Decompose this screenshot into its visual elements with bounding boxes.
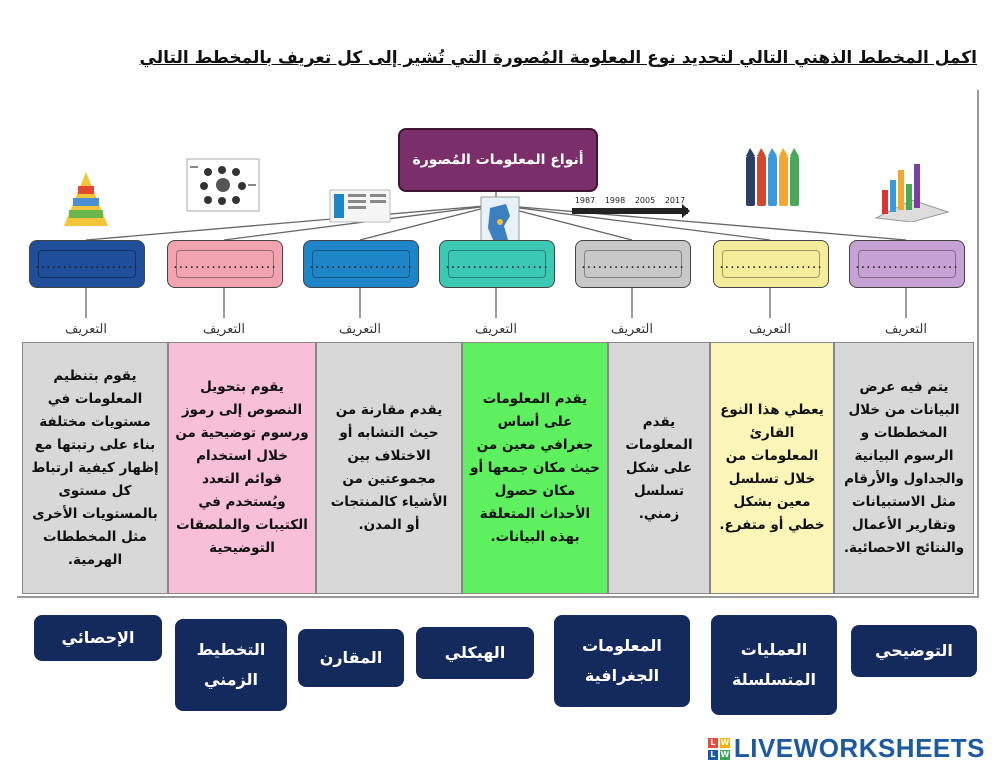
pyramid-icon [60,168,112,230]
answer-slot-timeline[interactable] [575,240,691,288]
answer-button-geographic[interactable]: المعلومات الجغرافية [554,615,690,707]
slot-placeholder: ................... [584,250,682,278]
answer-button-hierarchical[interactable]: الهيكلي [416,627,534,679]
definition-text-hierarchical: يقوم بتنظيم المعلومات في مستويات مختلفة بناء على رتبتها مع إظهار كيفية ارتباط كل مستوى بالمستويات الأخرى مثل المخططات الهرمية. [22,342,168,594]
timeline-year-2: 1998 [604,196,626,205]
definition-text-process: يعطي هذا النوع القارئ المعلومات من خلال تسلسل معين بشكل خطي أو متفرع. [710,342,834,594]
definition-label: التعريف [610,322,653,337]
answer-slot-statistical[interactable] [849,240,965,288]
process-bars-icon [744,146,800,210]
answer-button-process[interactable]: العمليات المتسلسلة [711,615,837,715]
logo-squares: L W L W [708,738,730,760]
answer-button-illustrative[interactable]: التوضيحي [851,625,977,677]
answer-slot-hierarchical[interactable] [29,240,145,288]
definition-label: التعريف [64,322,107,337]
infographic-icon [186,158,260,212]
slot-placeholder: ................... [176,250,274,278]
definition-label: التعريف [474,322,517,337]
timeline-year-4: 2017 [664,196,686,205]
definition-text-statistical: يتم فيه عرض البيانات من خلال المخططات و الرسوم البيانية والجداول والأرقام مثل الاستبيانات وتقارير الأعمال والنتائج الاحصائية. [834,342,974,594]
definition-text-comparison: يقدم مقارنة من حيث التشابه أو الاختلاف بين مجموعتين من الأشياء كالمنتجات أو المدن. [316,342,462,594]
slot-placeholder: ................... [858,250,956,278]
timeline-year-1: 1987 [574,196,596,205]
slot-placeholder: ................... [312,250,410,278]
slot-placeholder: ................... [38,250,136,278]
answer-slot-geographic[interactable] [439,240,555,288]
comparison-icon [328,188,392,224]
bar-chart-icon [872,160,950,222]
answer-button-statistical[interactable]: الإحصائي [34,615,162,661]
timeline-icon [570,196,690,218]
definition-label: التعريف [338,322,381,337]
answer-slot-process[interactable] [713,240,829,288]
brand-text: LIVEWORKSHEETS [733,733,985,763]
definition-label: التعريف [748,322,791,337]
definition-label: التعريف [884,322,927,337]
slot-placeholder: ................... [448,250,546,278]
answer-slot-comparison[interactable] [303,240,419,288]
answer-slot-infographic[interactable] [167,240,283,288]
definition-label: التعريف [202,322,245,337]
answer-button-comparison[interactable]: المقارن [298,629,404,687]
timeline-year-3: 2005 [634,196,656,205]
slot-placeholder: ................... [722,250,820,278]
instruction-title: اكمل المخطط الذهني التالي لتحديد نوع المعلومة المُصورة التي تُشير إلى كل تعريف بالمخطط التالي [139,48,977,68]
answer-button-timeline[interactable]: التخطيط الزمني [175,619,287,711]
liveworksheets-logo [708,733,985,764]
definition-text-infographic: يقوم بتحويل النصوص إلى رموز ورسوم توضيحية من خلال استخدام قوائم التعدد ويُستخدم في الكتيبات والملصقات التوضيحية [168,342,316,594]
definition-text-timeline: يقدم المعلومات على شكل تسلسل زمني. [608,342,710,594]
center-topic-box: أنواع المعلومات المُصورة [398,128,598,192]
definition-text-geographic: يقدم المعلومات على أساس جغرافي معين من حيث مكان جمعها أو مكان حصول الأحداث المتعلقة بهذه البيانات. [462,342,608,594]
